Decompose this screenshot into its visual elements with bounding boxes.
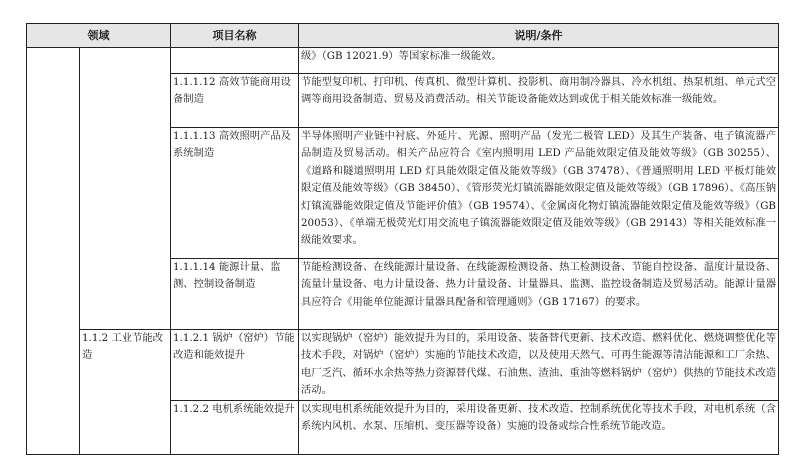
description-cell: 节能检测设备、在线能源计量设备、在线能源检测设备、热工检测设备、节能自控设备、温度计量设备、流量计量设备、电力计量设备、热力计量设备、计量器具、监测、监控设备制造及贸易活动。能源计量器具应符合《用能单位能源计量器具配备和管理通则》（GB 17167）的要求。 (299, 259, 779, 330)
header-row (27, 24, 779, 48)
project-name-cell (171, 48, 299, 74)
subgroup-cell-1-1-2: 1.1.2 工业节能改造 (80, 330, 171, 455)
domain-cell (27, 48, 80, 455)
header-project-name: 项目名称 (171, 24, 299, 48)
description-cell: 节能型复印机、打印机、传真机、微型计算机、投影机、商用制冷器具、冷水机组、热泵机组、单元式空调等商用设备制造、贸易及消费活动。相关节能设备能效达到或优于相关能效标准一级能效。 (299, 74, 779, 128)
project-name-cell: 1.1.1.13 高效照明产品及系统制造 (171, 128, 299, 259)
header-domain: 领域 (27, 24, 171, 48)
project-name-cell: 1.1.2.2 电机系统能效提升 (171, 401, 299, 455)
project-name-cell: 1.1.2.1 锅炉（窑炉）节能改造和能效提升 (171, 330, 299, 401)
description-cell: 半导体照明产业链中衬底、外延片、光源、照明产品（发光二极管 LED）及其生产装备、电子镇流器产品制造及贸易活动。相关产品应符合《室内照明用 LED 产品能效限定值及能效等级》（GB 30255）、《道路和隧道照明用 LED 灯具能效限定值及能效等级》（GB 37478）、《普通照明用 LED 平板灯能效限定值及能效等级》（GB 38450）、《管形荧光灯镇流器能效限定值及能效等级》（GB 17896）、《高压钠灯镇流器能效限定值及节能评价值》（GB 19574）、《金属卤化物灯镇流器能效限定值及能效等级》（GB 20053）、《单端无极荧光灯用交流电子镇流器能效限定值及能效等级》（GB 29143）等相关能效标准一级能效要求。 (299, 128, 779, 259)
table-row (27, 330, 779, 401)
table-row (27, 48, 779, 74)
subgroup-cell-1-1-1 (80, 48, 171, 330)
header-description: 说明/条件 (299, 24, 779, 48)
description-cell: 以实现锅炉（窑炉）能效提升为目的，采用设备、装备替代更新、技术改造、燃料优化、燃烧调整优化等技术手段，对锅炉（窑炉）实施的节能技术改造，以及使用天然气、可再生能源等清洁能源和工厂余热、电厂乏汽、循环水余热等热力资源替代煤、石油焦、渣油、重油等燃料锅炉（窑炉）供热的节能技术改造活动。 (299, 330, 779, 401)
description-cell: 级》（GB 12021.9）等国家标准一级能效。 (299, 48, 779, 74)
project-name-cell: 1.1.1.12 高效节能商用设备制造 (171, 74, 299, 128)
project-name-cell: 1.1.1.14 能源计量、监测、控制设备制造 (171, 259, 299, 330)
description-cell: 以实现电机系统能效提升为目的，采用设备更新、技术改造、控制系统优化等技术手段，对电机系统（含系统内风机、水泵、压缩机、变压器等设备）实施的设备或综合性系统节能改造。 (299, 401, 779, 455)
standards-table (26, 23, 779, 455)
